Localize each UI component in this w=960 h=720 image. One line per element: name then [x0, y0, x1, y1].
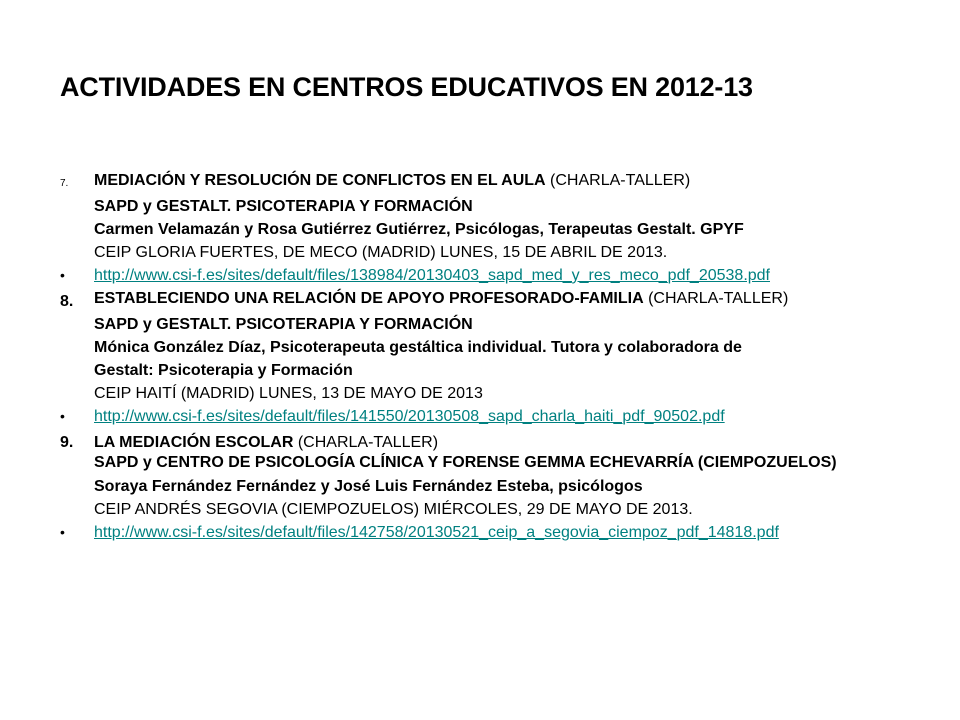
item-type: (CHARLA-TALLER)	[545, 172, 691, 189]
item-heading: ESTABLECIENDO UNA RELACIÓN DE APOYO PROFESORADO-FAMILIA	[94, 290, 644, 307]
bullet-icon: •	[60, 408, 65, 424]
item-type: (CHARLA-TALLER)	[643, 290, 789, 307]
item-speakers: Soraya Fernández Fernández y José Luis Fernández Esteba, psicólogos	[94, 478, 643, 495]
link-row	[60, 265, 920, 286]
item-speakers: Mónica González Díaz, Psicoterapeuta gestáltica individual. Tutora y colaboradora de	[94, 339, 742, 356]
item-number: 8.	[60, 293, 74, 310]
item-heading: LA MEDIACIÓN ESCOLAR	[94, 434, 294, 451]
link-row	[60, 406, 920, 427]
item-heading: MEDIACIÓN Y RESOLUCIÓN DE CONFLICTOS EN EL AULA	[94, 172, 546, 189]
item-organization: SAPD y CENTRO DE PSICOLOGÍA CLÍNICA Y FORENSE GEMMA ECHEVARRÍA (CIEMPOZUELOS)	[94, 454, 837, 471]
activity-list	[60, 170, 920, 548]
activity-item-7	[60, 170, 920, 194]
item-number: 7.	[60, 178, 69, 189]
item-organization: SAPD y GESTALT. PSICOTERAPIA Y FORMACIÓN	[94, 316, 473, 333]
document-link[interactable]: http://www.csi-f.es/sites/default/files/141550/20130508_sapd_charla_haiti_pdf_90502.pdf	[94, 408, 725, 425]
link-row	[60, 522, 920, 543]
activity-item-9	[60, 432, 920, 453]
bullet-icon: •	[60, 267, 65, 283]
item-speakers: Gestalt: Psicoterapia y Formación	[94, 362, 353, 379]
item-place-date: CEIP GLORIA FUERTES, DE MECO (MADRID) LUNES, 15 DE ABRIL DE 2013.	[94, 244, 668, 261]
item-type: (CHARLA-TALLER)	[293, 434, 439, 451]
item-number: 9.	[60, 434, 74, 451]
document-link[interactable]: http://www.csi-f.es/sites/default/files/142758/20130521_ceip_a_segovia_ciempoz_pdf_14818.pdf	[94, 524, 779, 541]
item-organization: SAPD y GESTALT. PSICOTERAPIA Y FORMACIÓN	[94, 198, 473, 215]
page-title: ACTIVIDADES EN CENTROS EDUCATIVOS EN 2012-13	[60, 72, 753, 102]
item-place-date: CEIP ANDRÉS SEGOVIA (CIEMPOZUELOS) MIÉRCOLES, 29 DE MAYO DE 2013.	[94, 501, 693, 518]
item-speakers: Carmen Velamazán y Rosa Gutiérrez Gutiérrez, Psicólogas, Terapeutas Gestalt. GPYF	[94, 221, 744, 238]
activity-item-8	[60, 291, 920, 312]
document-link[interactable]: http://www.csi-f.es/sites/default/files/138984/20130403_sapd_med_y_res_meco_pdf_20538.pdf	[94, 267, 770, 284]
item-place-date: CEIP HAITÍ (MADRID) LUNES, 13 DE MAYO DE 2013	[94, 385, 483, 402]
bullet-icon: •	[60, 524, 65, 540]
